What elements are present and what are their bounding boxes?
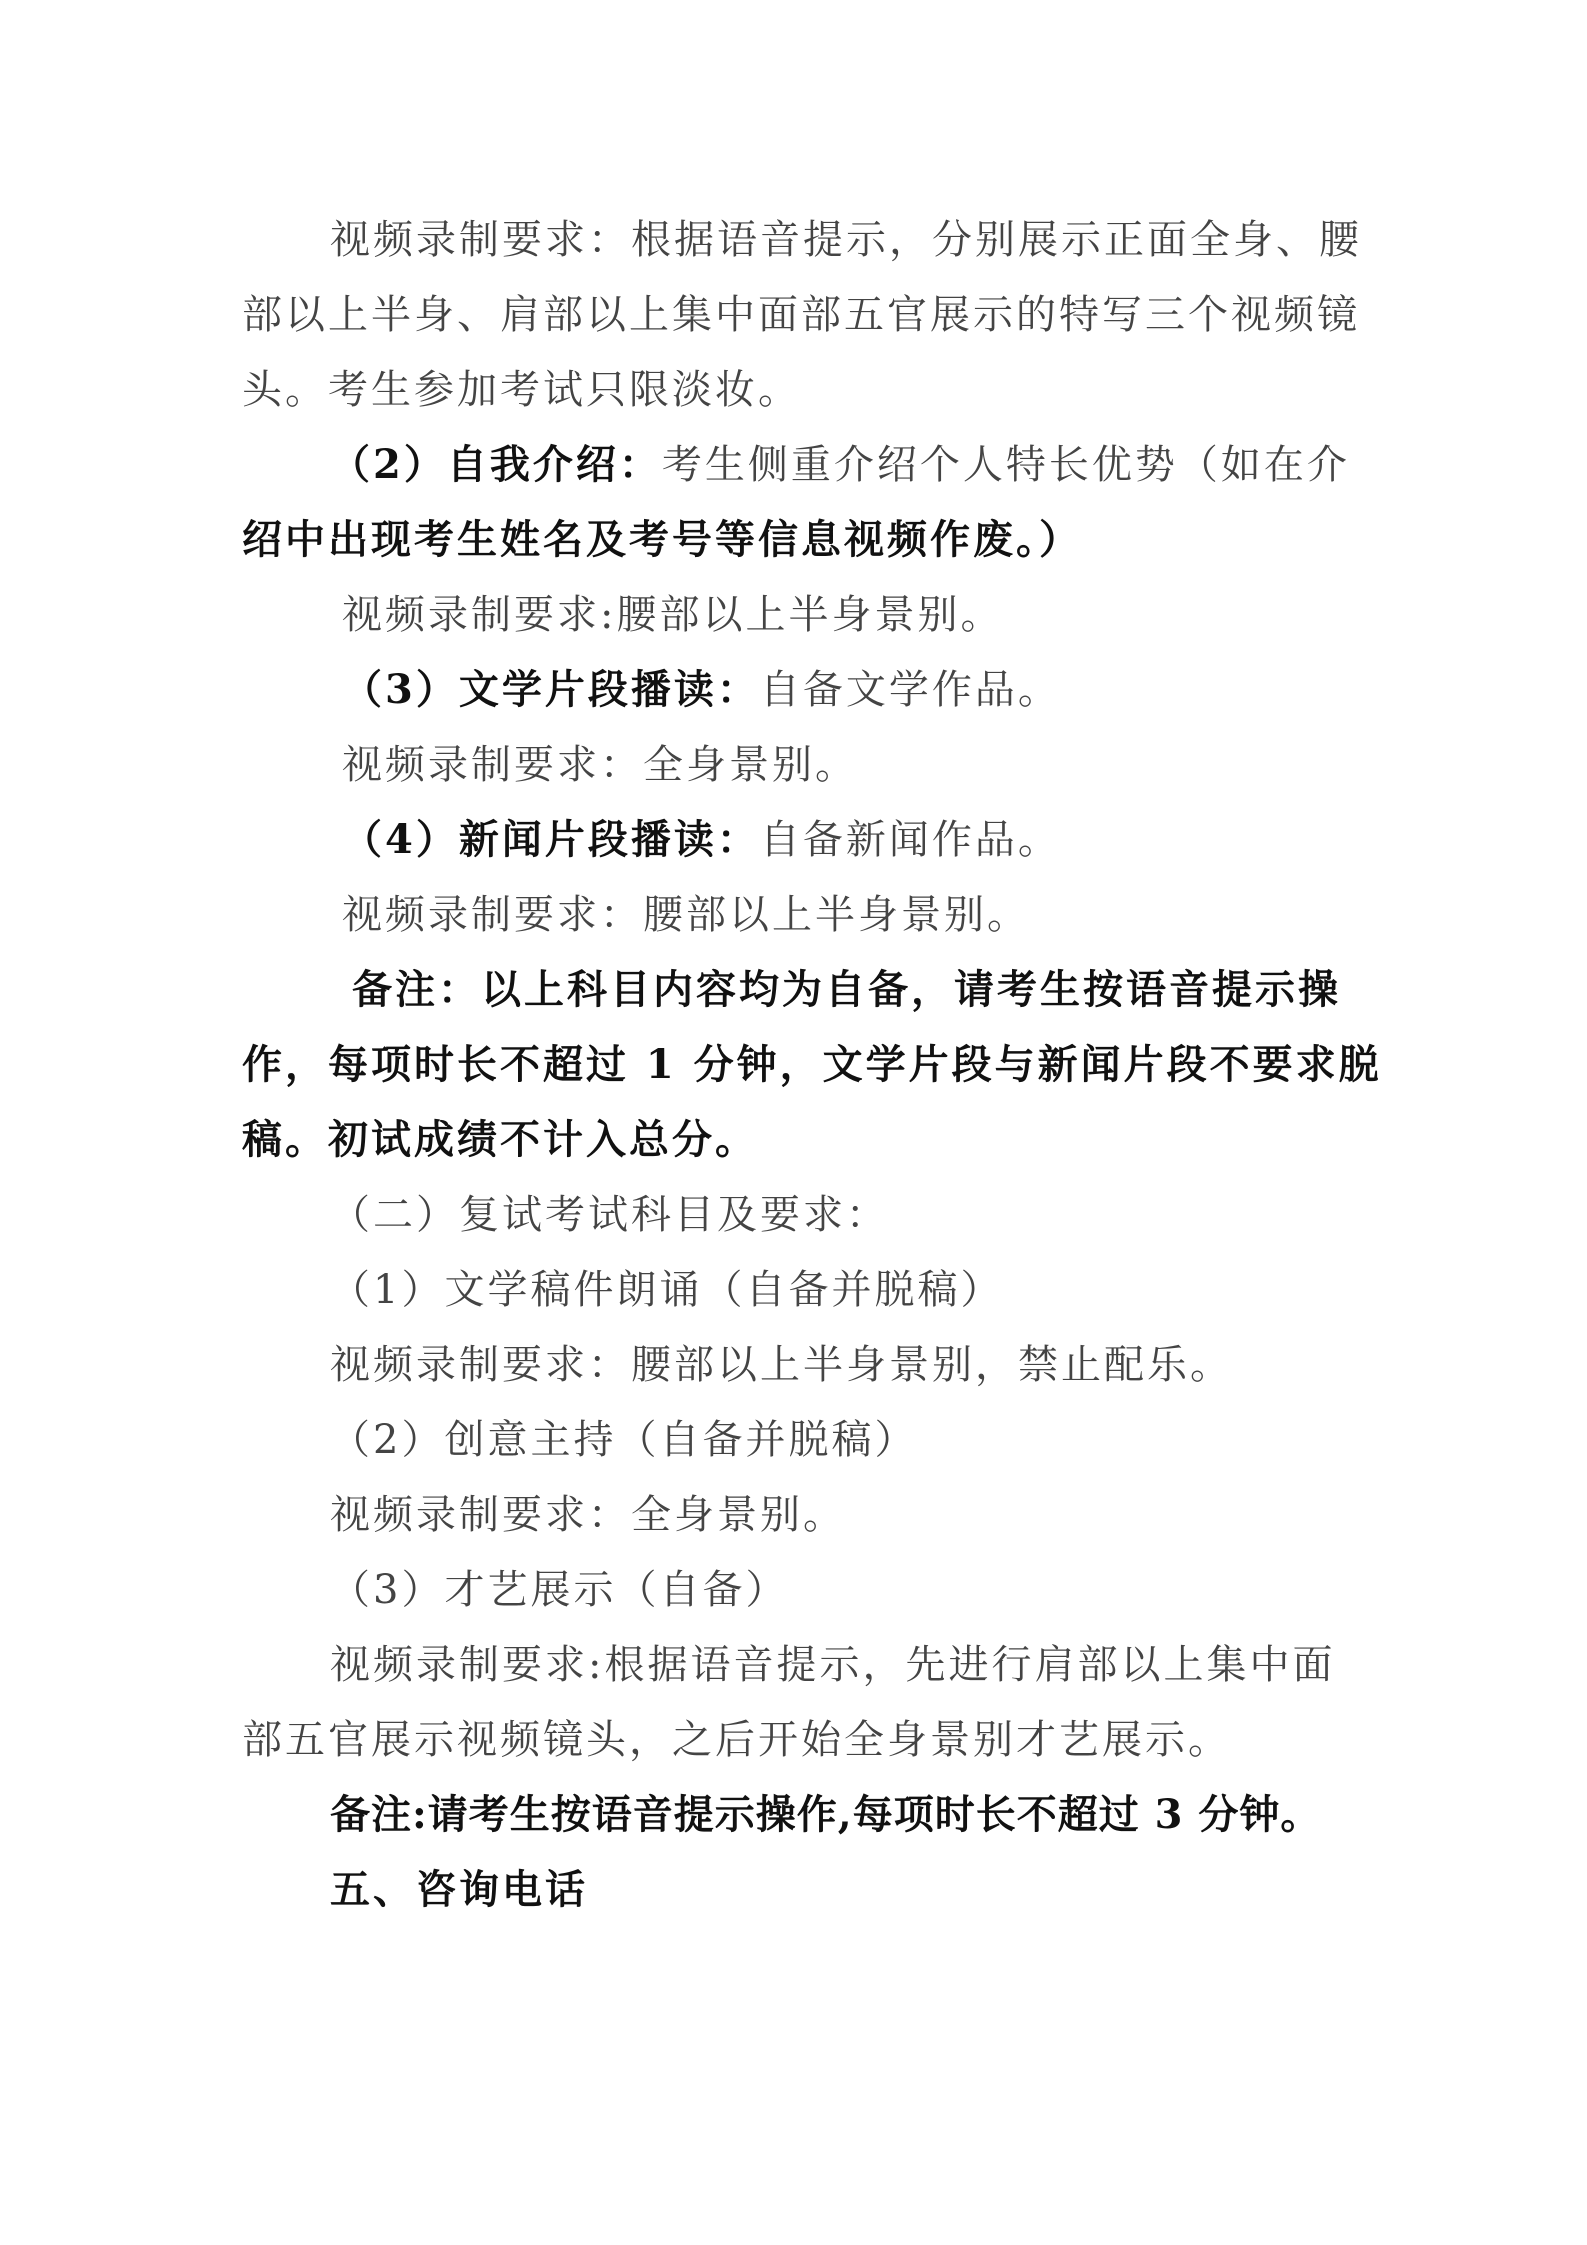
text-line: （2）创意主持（自备并脱稿）: [330, 1417, 918, 1463]
item-heading: （2）自我介绍：: [330, 441, 662, 488]
item-body: 自备新闻作品。: [759, 817, 1061, 863]
text-line: 稿。初试成绩不计入总分。: [242, 1116, 758, 1163]
text-line: 备注：以上科目内容均为自备，请考生按语音提示操: [352, 966, 1341, 1013]
text-line: 视频录制要求：全身景别。: [342, 742, 858, 788]
item-body: 自备文学作品。: [759, 667, 1061, 713]
text-line: 视频录制要求：腰部以上半身景别，禁止配乐。: [330, 1342, 1233, 1388]
section-heading: 五、咨询电话: [330, 1866, 588, 1913]
text-line: 备注:请考生按语音提示操作,每项时长不超过 3 分钟。: [330, 1791, 1322, 1838]
item-heading: （3）文学片段播读：: [342, 666, 760, 713]
text-line: （3）才艺展示（自备）: [330, 1567, 789, 1613]
text-line: 视频录制要求：根据语音提示，分别展示正面全身、腰: [330, 217, 1362, 263]
text-line: 绍中出现考生姓名及考号等信息视频作废。）: [242, 516, 1082, 563]
section-heading: （二）复试考试科目及要求：: [330, 1192, 889, 1238]
text-line: （1）文学稿件朗诵（自备并脱稿）: [330, 1267, 1004, 1313]
text-line: 视频录制要求：腰部以上半身景别。: [342, 892, 1030, 938]
text-line: 视频录制要求：全身景别。: [330, 1492, 846, 1538]
item-body: 考生侧重介绍个人特长优势（如在介: [661, 442, 1350, 488]
text-line: 部以上半身、肩部以上集中面部五官展示的特写三个视频镜: [242, 292, 1360, 338]
text-line: [342, 666, 1061, 714]
text-line: 视频录制要求:根据语音提示，先进行肩部以上集中面: [330, 1642, 1336, 1688]
text-line: 头。考生参加考试只限淡妆。: [242, 367, 801, 413]
text-line: 部五官展示视频镜头，之后开始全身景别才艺展示。: [242, 1717, 1231, 1763]
text-line: 视频录制要求:腰部以上半身景别。: [342, 592, 1004, 638]
item-heading: （4）新闻片段播读：: [342, 816, 760, 863]
text-line: 作，每项时长不超过 1 分钟，文学片段与新闻片段不要求脱: [242, 1041, 1382, 1088]
text-line: [330, 441, 1350, 489]
text-line: [342, 816, 1061, 864]
